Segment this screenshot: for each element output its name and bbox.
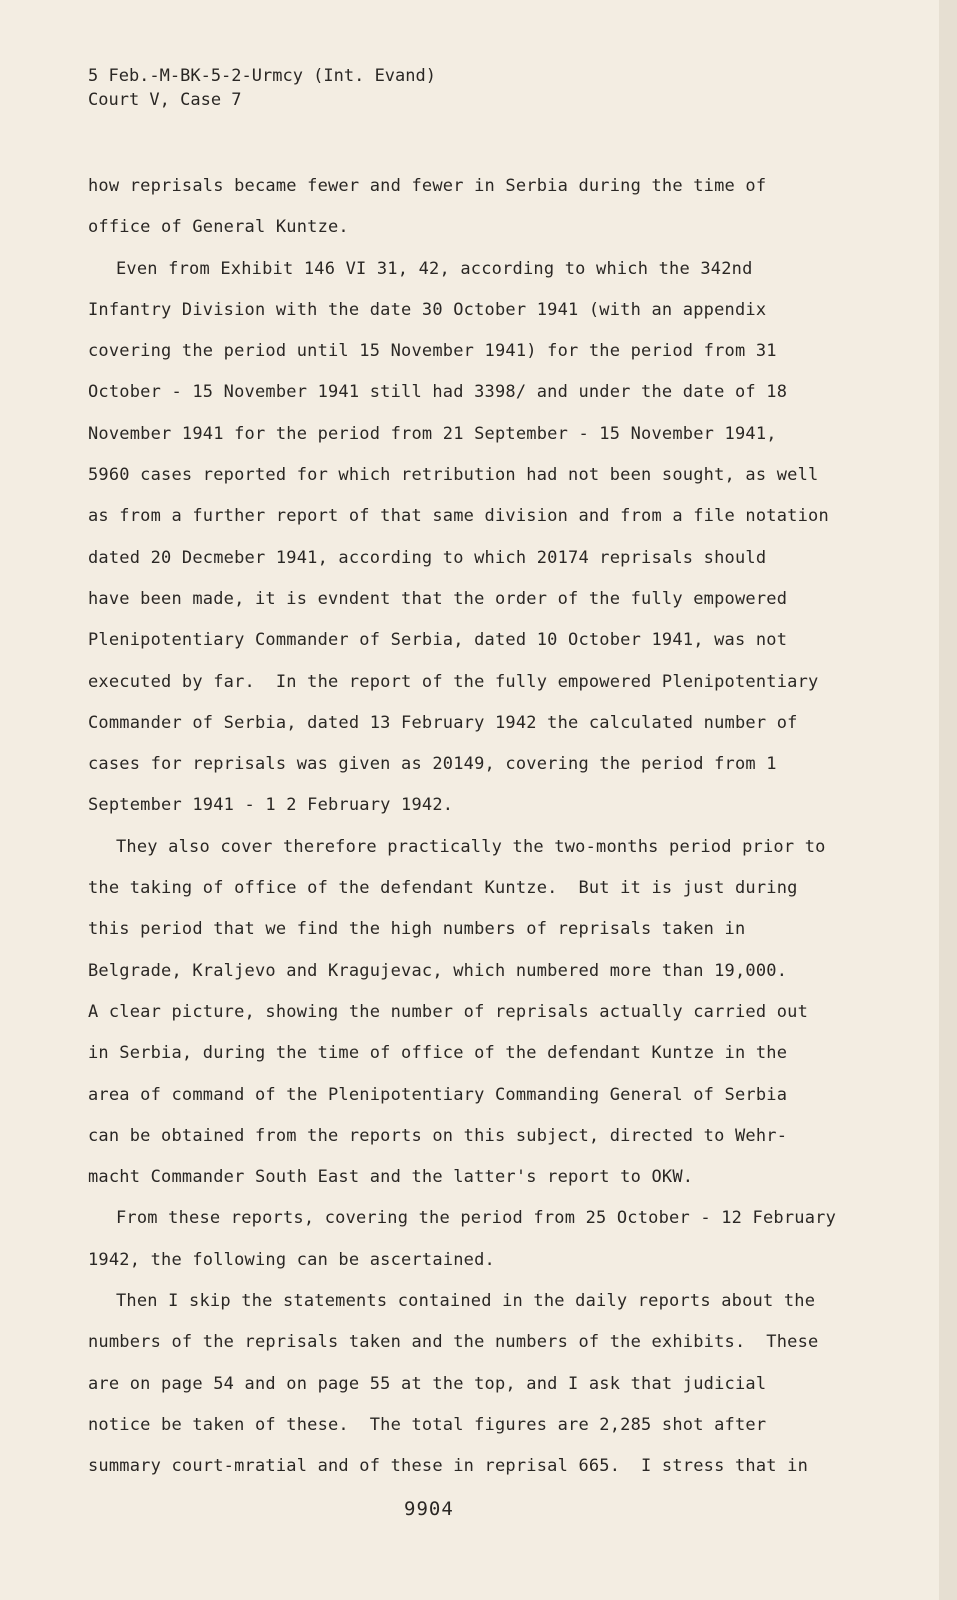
- text-line: Commander of Serbia, dated 13 February 1942 the calculated number of: [88, 712, 798, 733]
- text-line: October - 15 November 1941 still had 3398/ and under the date of 18: [88, 382, 788, 403]
- text-line: notice be taken of these. The total figures are 2,285 shot after: [88, 1414, 767, 1435]
- text-line: the taking of office of the defendant Kuntze. But it is just during: [88, 878, 798, 899]
- text-line: 1942, the following can be ascertained.: [88, 1249, 495, 1270]
- text-line: Infantry Division with the date 30 October 1941 (with an appendix: [88, 299, 767, 320]
- document-header: [88, 64, 436, 112]
- text-line: office of General Kuntze.: [88, 217, 349, 238]
- text-line: executed by far. In the report of the fully empowered Plenipotentiary: [88, 671, 819, 692]
- text-line: have been made, it is evndent that the order of the fully empowered: [88, 588, 788, 609]
- text-line: dated 20 Decmeber 1941, according to which 20174 reprisals should: [88, 547, 767, 568]
- page-edge: [939, 0, 957, 1600]
- text-line: can be obtained from the reports on this subject, directed to Wehr-: [88, 1125, 788, 1146]
- text-line: September 1941 - 1 2 February 1942.: [88, 795, 454, 816]
- text-line: November 1941 for the period from 21 September - 15 November 1941,: [88, 423, 777, 444]
- text-line: A clear picture, showing the number of reprisals actually carried out: [88, 1001, 809, 1022]
- text-line: covering the period until 15 November 1941) for the period from 31: [88, 341, 777, 362]
- text-line: They also cover therefore practically the two-months period prior to: [116, 836, 826, 857]
- text-line: From these reports, covering the period from 25 October - 12 February: [116, 1208, 837, 1229]
- text-line: 5960 cases reported for which retribution had not been sought, as well: [88, 465, 819, 486]
- page-number: 9904: [404, 1498, 454, 1520]
- text-line: are on page 54 and on page 55 at the top, and I ask that judicial: [88, 1373, 767, 1394]
- text-line: Then I skip the statements contained in the daily reports about the: [116, 1291, 816, 1312]
- header-line-2: Court V, Case 7: [88, 90, 242, 110]
- text-line: area of command of the Plenipotentiary Commanding General of Serbia: [88, 1084, 788, 1105]
- text-line: summary court-mratial and of these in reprisal 665. I stress that in: [88, 1456, 809, 1477]
- text-line: Even from Exhibit 146 VI 31, 42, according to which the 342nd: [116, 258, 753, 279]
- text-line: how reprisals became fewer and fewer in Serbia during the time of: [88, 176, 767, 196]
- text-line: Plenipotentiary Commander of Serbia, dated 10 October 1941, was not: [88, 630, 788, 651]
- text-line: macht Commander South East and the latter's report to OKW.: [88, 1167, 694, 1188]
- text-line: Belgrade, Kraljevo and Kragujevac, which numbered more than 19,000.: [88, 960, 788, 981]
- text-line: numbers of the reprisals taken and the numbers of the exhibits. These: [88, 1332, 819, 1353]
- text-line: in Serbia, during the time of office of the defendant Kuntze in the: [88, 1043, 788, 1064]
- document-body: [88, 166, 848, 1488]
- text-line: as from a further report of that same division and from a file notation: [88, 506, 829, 527]
- text-line: cases for reprisals was given as 20149, covering the period from 1: [88, 754, 777, 775]
- header-line-1: 5 Feb.-M-BK-5-2-Urmcy (Int. Evand): [88, 66, 436, 86]
- text-line: this period that we find the high numbers of reprisals taken in: [88, 919, 746, 940]
